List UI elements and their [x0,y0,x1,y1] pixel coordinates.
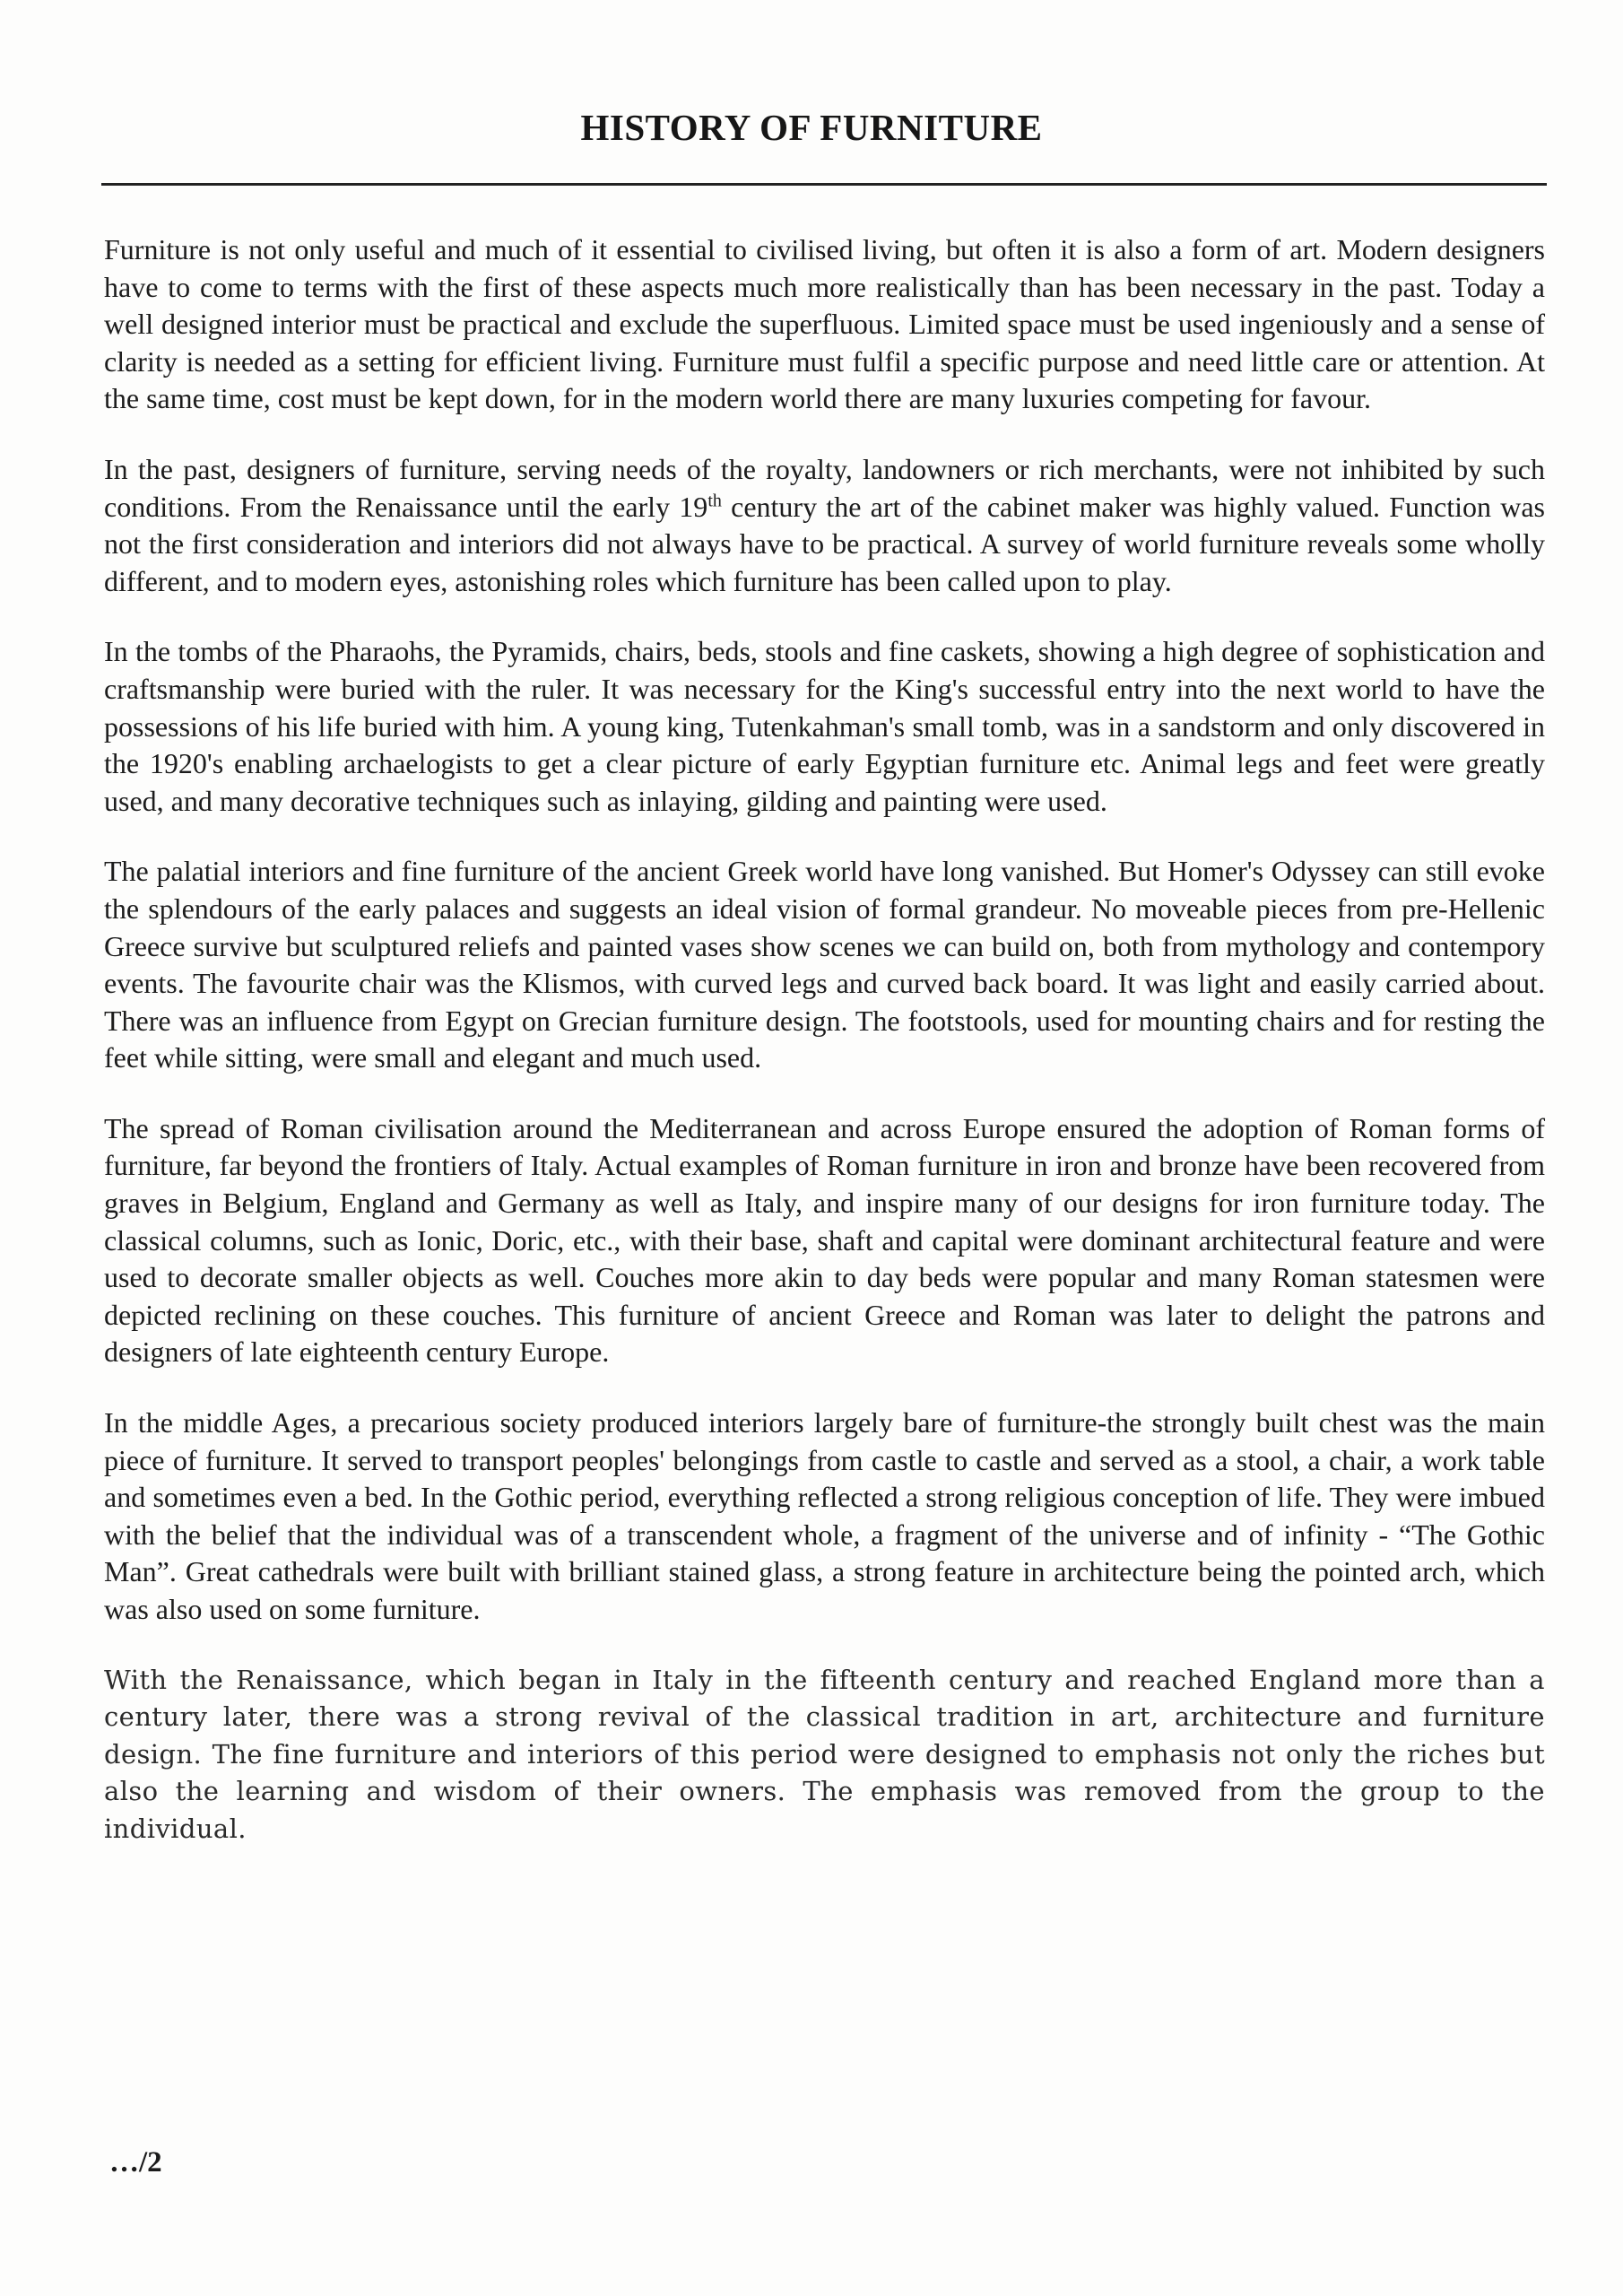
continuation-marker: …/2 [109,2146,162,2179]
paragraph-greece: The palatial interiors and fine furniture of the ancient Greek world have long vanished. But Homer's Odyssey can still evoke the splendours of the early palaces and suggests an ideal vision of formal grandeur. No moveable pieces from pre-Hellenic Greece survive but sculptured reliefs and painted vases show scenes we can build on, both from mythology and contempory events. The favourite chair was the Klismos, with curved legs and curved back board. It was light and easily carried about. There was an influence from Egypt on Grecian furniture design. The footstools, used for mounting chairs and for resting the feet while sitting, were small and elegant and much used. [104,855,1545,1074]
paragraph-intro: Furniture is not only useful and much of it essential to civilised living, but often it is also a form of art. Modern designers have to come to terms with the first of these aspects much more realistically than has been necessary in the past. Today a well designed interior must be practical and exclude the superfluous. Limited space must be used ingeniously and a sense of clarity is needed as a setting for efficient living. Furniture must fulfil a specific purpose and need little care or attention. At the same time, cost must be kept down, for in the modern world there are many luxuries competing for favour. [104,233,1545,415]
document-title: HISTORY OF FURNITURE [580,107,1043,148]
paragraph-egypt: In the tombs of the Pharaohs, the Pyramids, chairs, beds, stools and fine caskets, showing a high degree of sophistication and craftsmanship were buried with the ruler. It was necessary for the King's successful entry into the next world to have the possessions of his life buried with him. A young king, Tutenkahman's small tomb, was in a sandstorm and only discovered in the 1920's enabling archaelogists to get a clear picture of early Egyptian furniture etc. Animal legs and feet were greatly used, and many decorative techniques such as inlaying, gilding and painting were used. [104,635,1545,817]
paragraph-rome: The spread of Roman civilisation around the Mediterranean and across Europe ensured the adoption of Roman forms of furniture, far beyond the frontiers of Italy. Actual examples of Roman furniture in iron and bronze have been recovered from graves in Belgium, England and Germany as well as Italy, and inspire many of our designs for iron furniture today. The classical columns, such as Ionic, Doric, etc., with their base, shaft and capital were dominant architectural feature and were used to decorate smaller objects as well. Couches more akin to day beds were popular and many Roman statesmen were depicted reclining on these couches. This furniture of ancient Greece and Roman was later to delight the patrons and designers of late eighteenth century Europe. [104,1111,1545,1369]
title-divider [101,183,1547,186]
paragraph-text-part: In the past, designers of furniture, serving needs of the royalty, landowners or rich merchants, were not inhibited by such conditions. From the Renaissance until the early 19 [104,452,1545,523]
paragraph-middle-ages: In the middle Ages, a precarious society produced interiors largely bare of furniture-the strongly built chest was the main piece of furniture. It served to transport peoples' belongings from castle to castle and served as a stool, a chair, a work table and sometimes even a bed. In the Gothic period, everything reflected a strong religious conception of life. They were imbued with the belief that the individual was of a transcendent whole, a fragment of the universe and of infinity - “The Gothic Man”. Great cathedrals were built with brilliant stained glass, a strong feature in architecture being the pointed arch, which was also used on some furniture. [104,1406,1545,1625]
paragraph-text-part: century the art of the cabinet maker was highly valued. Function was not the first consideration and interiors did not always have to be practical. A survey of world furniture reveals some wholly different, and to modern eyes, astonishing roles which furniture has been called upon to play. [104,490,1546,597]
ordinal-superscript: th [707,490,722,510]
document-body [104,231,1545,1882]
paragraph-renaissance: With the Renaissance, which began in Italy in the fifteenth century and reached England more than a century later, there was a strong revival of the classical tradition in art, architecture and furniture design. The fine furniture and interiors of this period were designed to emphasis not only the riches but also the learning and wisdom of their owners. The emphasis was removed from the group to the individual. [104,1664,1545,1844]
paragraph-past-designers [104,451,1545,600]
